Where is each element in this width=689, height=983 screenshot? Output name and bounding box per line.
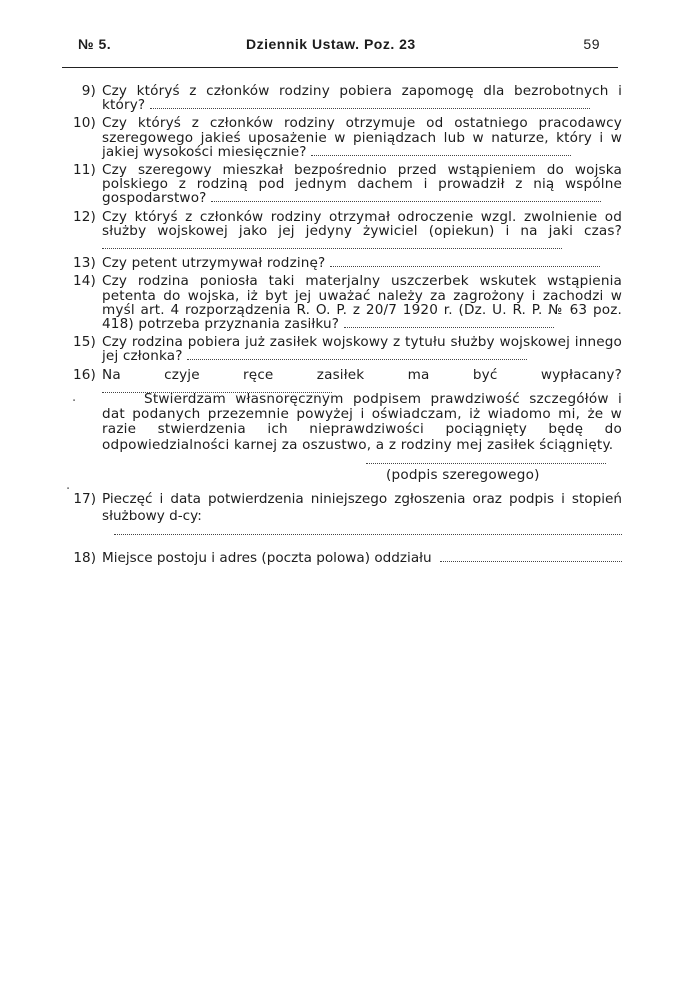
answer-line	[344, 317, 554, 328]
question-item-11	[62, 163, 622, 206]
question-item-13	[62, 256, 622, 270]
signature-label: (podpis szeregowego)	[386, 467, 540, 483]
question-text: Czy któryś z członków rodziny pobiera zapomogę dla bezrobotnych i który?	[102, 83, 622, 114]
answer-line	[150, 98, 590, 109]
question-number: 18)	[73, 550, 96, 566]
question-item-15	[62, 335, 622, 363]
header-rule	[62, 67, 618, 68]
question-text: Czy szeregowy mieszkał bezpośrednio przed wstąpieniem do wojska polskiego z rodziną pod jednym dachem i prowadził z nią wspólne gospodarstwo?	[102, 162, 622, 207]
question-number: 14)	[72, 273, 96, 290]
question-item-18	[62, 550, 622, 567]
question-number: 16)	[72, 366, 96, 383]
print-speck: .	[66, 478, 71, 493]
answer-line	[330, 256, 600, 267]
page-header	[64, 36, 612, 56]
declaration-statement: Stwierdzam własnoręcznym podpisem prawdziwość szczegółów i dat podanych przezemnie powyżej i oświadczam, iż wiadomo mi, że w razie stwierdzenia ich nieprawdziwości pociągnięty będę do odpowiedzialności karnej za oszustwo, a z rodziny mej zasiłek ściągnięty.	[102, 391, 622, 453]
question-text: Na czyje ręce zasiłek ma być wypłacany?	[102, 368, 622, 396]
answer-line	[440, 551, 622, 562]
answer-line	[102, 238, 562, 249]
question-text: Miejsce postoju i adres (poczta polowa) oddziału	[102, 550, 622, 567]
question-text: Czy rodzina pobiera już zasiłek wojskowy z tytułu służby wojskowej innego jej członka?	[102, 334, 622, 365]
question-item-14	[62, 274, 622, 331]
question-number: 13)	[72, 255, 96, 272]
question-item-9	[62, 84, 622, 112]
question-text: Czy któryś z członków rodziny otrzymał odroczenie wzgl. zwolnienie od służby wojskowej jako jej jedyny żywiciel (opiekun) i na jaki czas?	[102, 210, 622, 253]
page-number: 59	[583, 36, 600, 52]
question-number: 11)	[72, 162, 96, 179]
question-number: 12)	[72, 208, 96, 225]
answer-line	[311, 145, 571, 156]
question-item-17	[62, 491, 622, 525]
question-number: 10)	[72, 115, 96, 132]
question-text: Czy rodzina poniosła taki materjalny uszczerbek wskutek wstąpienia petenta do wojska, iż byt jej uważać należy za zagrożony i zachodzi w myśl art. 4 rozporządzenia R. O. P. z 20/7 1920 r. (Dz. U. R. P. № 63 poz. 418) potrzeba przyznania zasiłku?	[102, 273, 622, 333]
question-text: Pieczęć i data potwierdzenia niniejszego zgłoszenia oraz podpis i stopień służbowy d-cy:	[102, 491, 622, 524]
question-number: 9)	[81, 83, 96, 99]
question-number: 15)	[72, 334, 96, 351]
answer-line	[114, 534, 622, 535]
question-item-12	[62, 210, 622, 253]
journal-title: Dziennik Ustaw. Poz. 23	[246, 36, 416, 52]
question-text: Czy petent utrzymywał rodzinę?	[102, 256, 622, 270]
question-text: Czy któryś z członków rodziny otrzymuje od ostatniego pracodawcy szeregowego jakieś uposażenie w pieniądzach lub w naturze, który i w jakiej wysokości miesięcznie?	[102, 115, 622, 160]
issue-number: № 5.	[78, 36, 112, 52]
answer-line	[187, 349, 527, 360]
question-list	[62, 84, 622, 400]
question-item-10	[62, 116, 622, 159]
print-speck: .	[72, 390, 77, 405]
question-number: 17)	[73, 491, 96, 507]
answer-line	[211, 191, 601, 202]
signature-line	[366, 463, 606, 464]
